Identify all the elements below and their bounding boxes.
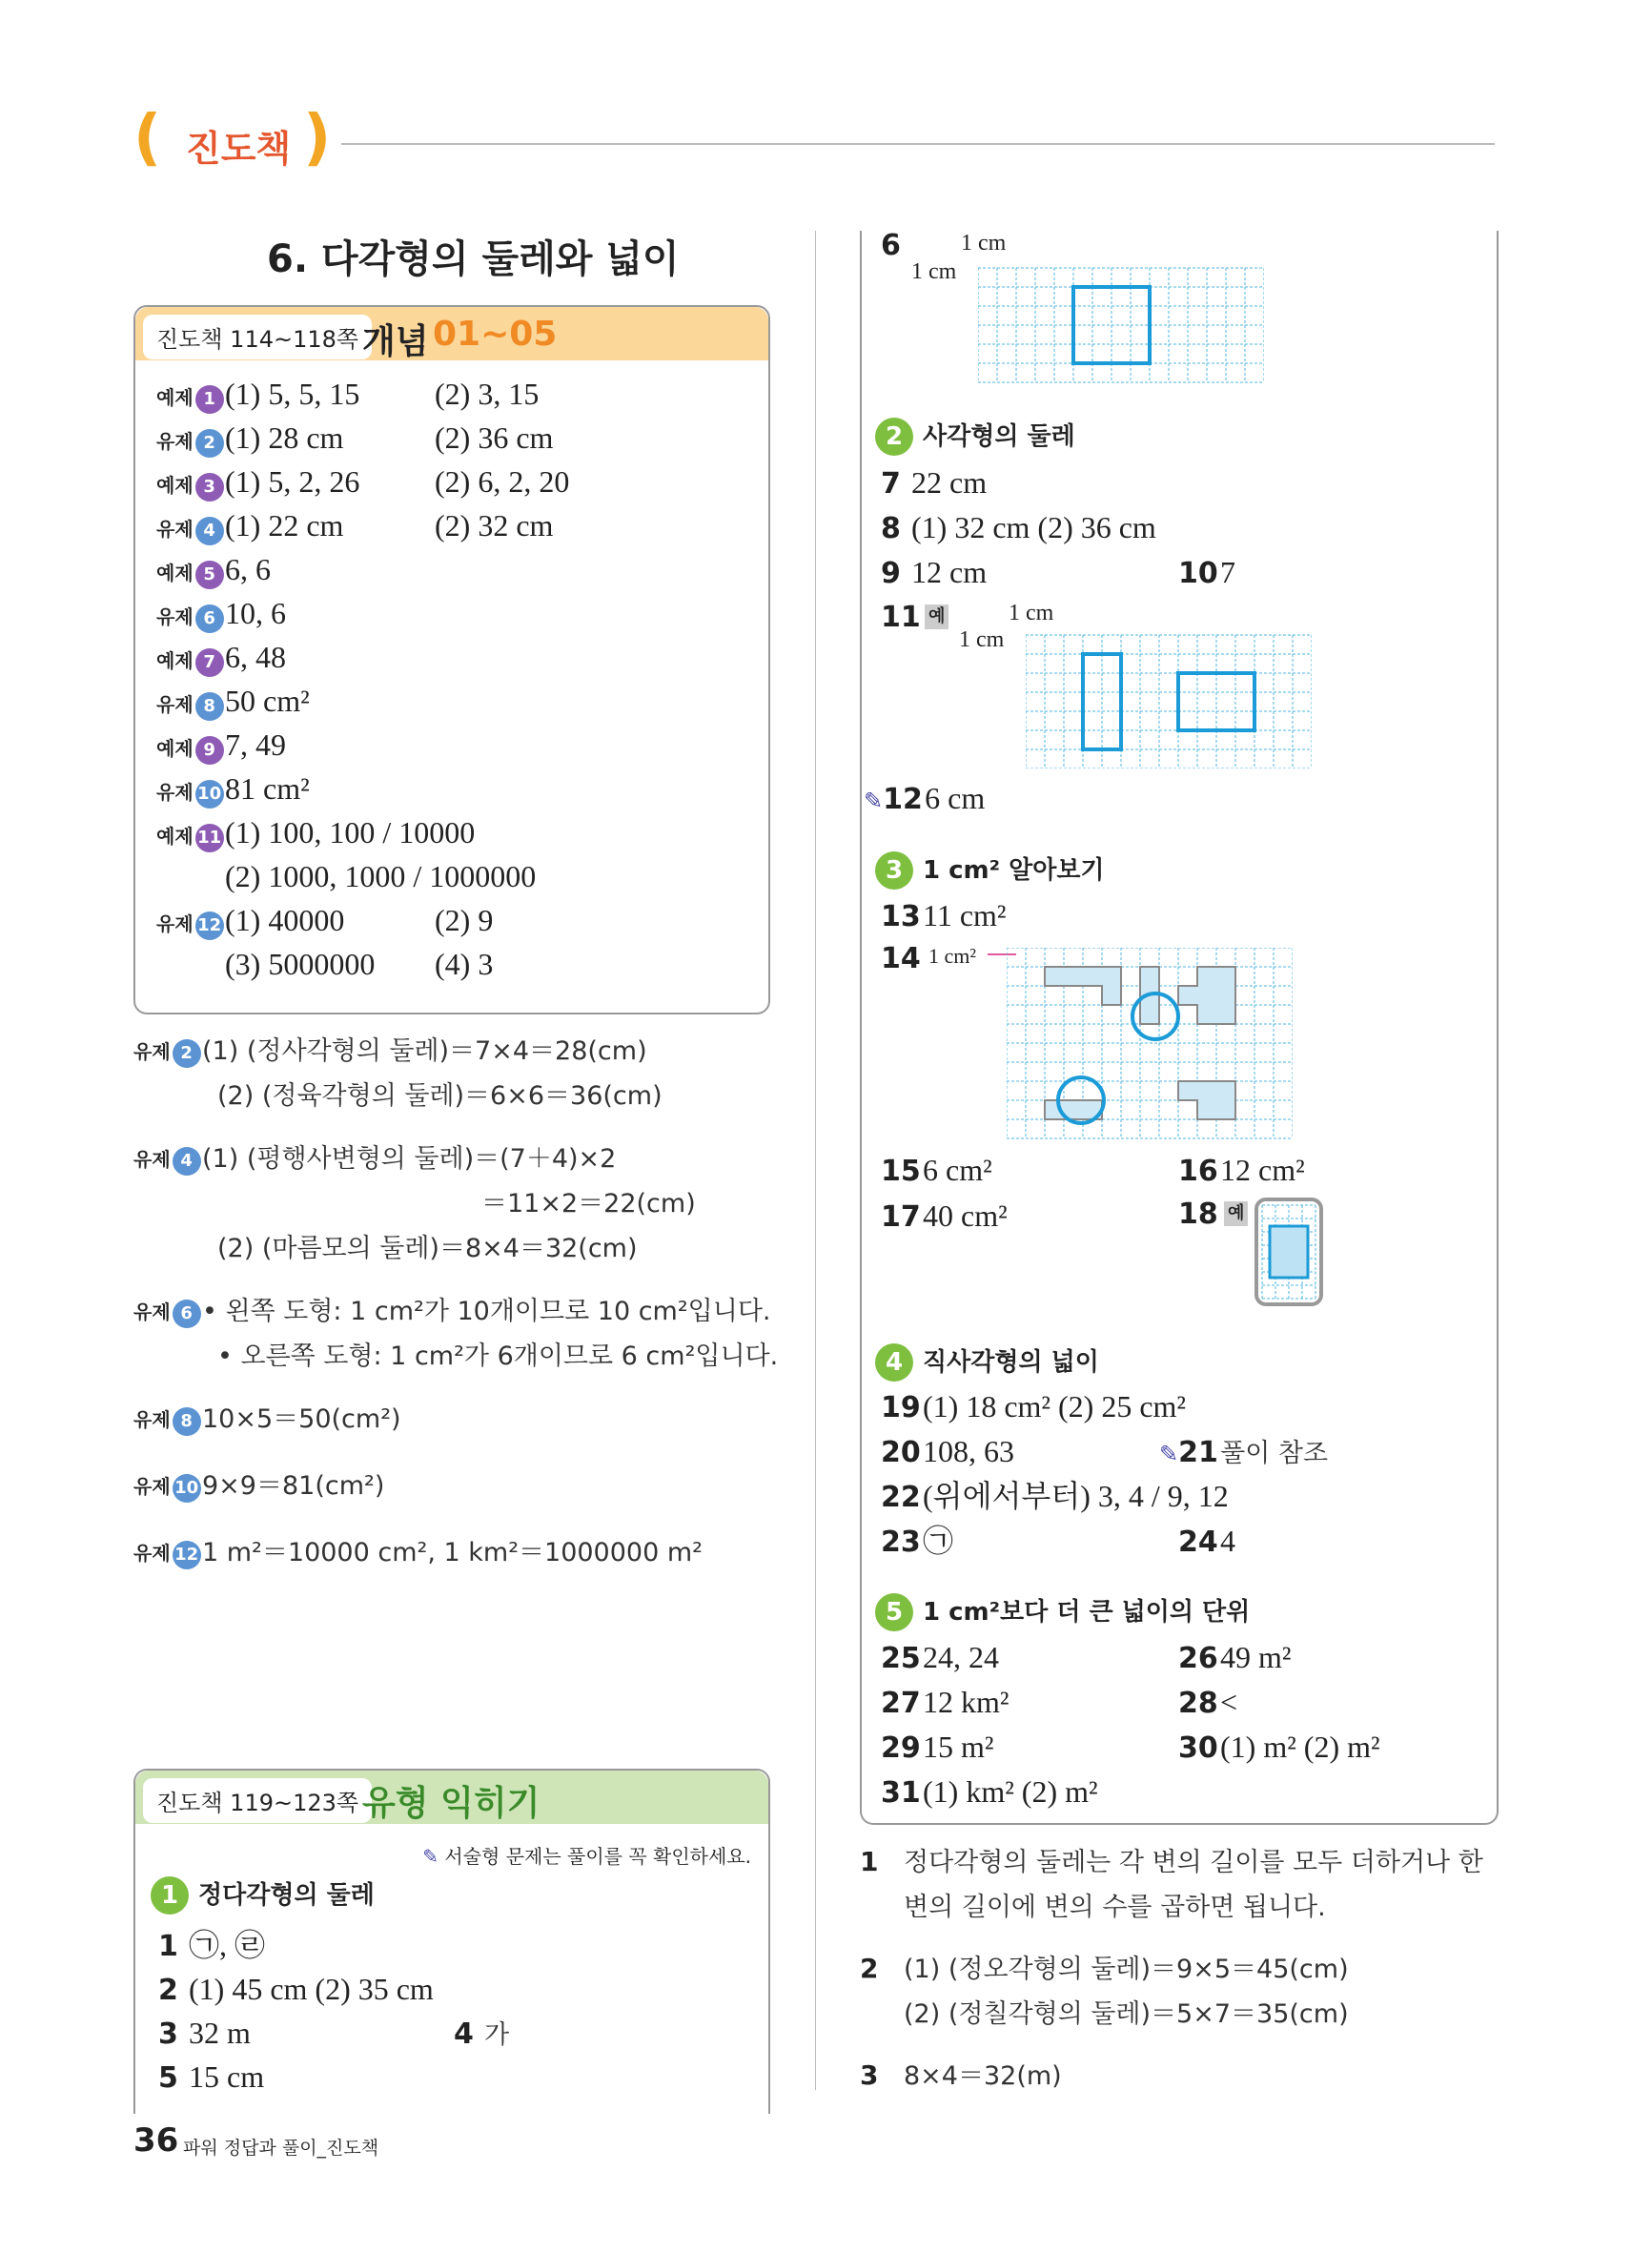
section-heading — [875, 417, 1075, 456]
row-label — [133, 1030, 202, 1074]
item-answer: 11 cm² — [923, 898, 1007, 932]
chapter-title: 6. 다각형의 둘레와 넓이 — [267, 237, 680, 281]
label-number: 1 — [195, 385, 224, 414]
solution-line — [133, 1531, 801, 1575]
concept-box — [133, 305, 770, 1014]
section-heading — [875, 1342, 1099, 1382]
section-title: 직사각형의 넓이 — [923, 1348, 1099, 1377]
item-answer: 32 m — [189, 2016, 251, 2050]
answer-row — [156, 416, 747, 460]
left-solutions — [133, 1030, 801, 1575]
practice-title: 유형 익히기 — [362, 1784, 540, 1823]
label-text: 예제 — [156, 825, 194, 848]
label-text: 유제 — [133, 1542, 171, 1565]
answer-a: 50 cm² — [225, 684, 310, 718]
solution-line — [860, 1885, 1508, 1930]
answer-a: (1) 22 cm — [225, 508, 344, 543]
answer-a: (2) 1000, 1000 / 1000000 — [225, 859, 537, 893]
unit-label: 1 cm — [1009, 601, 1054, 625]
note-text: 서술형 문제는 풀이를 꼭 확인하세요. — [444, 1845, 751, 1868]
item-number: 3 — [158, 2017, 178, 2051]
answer-a: (3) 5000000 — [225, 947, 376, 981]
answer-row — [156, 942, 747, 986]
solution-text: 10×5＝50(cm²) — [202, 1404, 401, 1434]
answer-row — [156, 854, 747, 898]
item-answer: (1) m² (2) m² — [1220, 1730, 1380, 1764]
item-number: 9 — [881, 557, 901, 590]
label-number: 9 — [195, 736, 224, 765]
solution-line — [133, 1464, 801, 1508]
solution-line — [133, 1074, 801, 1118]
answer-a: 6, 6 — [225, 552, 271, 586]
solution-line — [133, 1137, 801, 1181]
example-tag: 예 — [925, 604, 948, 629]
practice-answers — [158, 1923, 749, 2099]
row-label — [156, 639, 225, 683]
answer-row — [158, 2055, 749, 2099]
answer-row — [158, 2011, 749, 2055]
item-number: 25 — [881, 1642, 921, 1675]
label-number: 7 — [195, 648, 224, 677]
item-answer: 6 cm² — [923, 1153, 992, 1187]
solution-block — [133, 1464, 801, 1508]
pencil-icon: ✎ — [1159, 1441, 1179, 1467]
solution-block — [133, 1137, 801, 1271]
answer-row — [158, 1967, 749, 2011]
answer-row — [881, 1474, 1229, 1518]
solution-text: (1) (평행사변형의 둘레)＝(7＋4)×2 — [202, 1144, 617, 1174]
solution-block — [133, 1398, 801, 1442]
answer-b: (2) 9 — [435, 903, 494, 937]
item-answer: 가 — [484, 2020, 510, 2050]
answer-row — [1178, 1519, 1235, 1563]
item-answer: 15 m² — [923, 1730, 994, 1764]
answer-row — [881, 1770, 1098, 1813]
answer-a: 6, 48 — [225, 640, 286, 674]
label-number: 10 — [195, 780, 224, 809]
q14-grid-figure — [1007, 948, 1293, 1142]
solution-text: 변의 길이에 변의 수를 곱하면 됩니다. — [904, 1893, 1326, 1922]
item-number: 8 — [881, 512, 901, 545]
practice-box-header — [135, 1771, 768, 1824]
label-text: 예제 — [156, 562, 194, 584]
item-number: 5 — [158, 2061, 178, 2095]
answer-row — [881, 461, 987, 504]
solution-block — [133, 1531, 801, 1575]
label-number: 4 — [195, 517, 224, 545]
answer-b: (2) 36 cm — [435, 420, 554, 455]
label-text: 예제 — [156, 737, 194, 760]
item-answer: (1) 18 cm² (2) 25 cm² — [923, 1389, 1186, 1423]
answer-a: (1) 28 cm — [225, 420, 344, 455]
unit-label: 1 cm — [961, 231, 1007, 256]
concept-box-header — [135, 307, 768, 360]
column-divider — [815, 231, 816, 2090]
item-number: 4 — [454, 2017, 474, 2051]
answer-a: (1) 40000 — [225, 903, 345, 937]
solution-line — [133, 1226, 801, 1271]
answer-row — [1178, 1680, 1237, 1724]
solution-text: (2) (정칠각형의 둘레)＝5×7＝35(cm) — [904, 1999, 1349, 2029]
label-number: 4 — [173, 1147, 201, 1176]
item-answer: 12 cm² — [1220, 1153, 1305, 1187]
row-label — [133, 1137, 202, 1181]
item-number: 16 — [1178, 1155, 1218, 1188]
row-label — [133, 1398, 202, 1442]
answer-row — [158, 1923, 749, 1967]
solution-block — [133, 1290, 801, 1379]
note — [422, 1841, 751, 1869]
answer-row — [881, 1384, 1186, 1428]
unit-label: 1 cm — [959, 627, 1005, 652]
item-number: 2 — [860, 1953, 879, 1984]
label-text: 예제 — [156, 386, 194, 409]
solution-text: (2) (마름모의 둘레)＝8×4＝32(cm) — [217, 1234, 638, 1263]
item-answer: 4 — [1220, 1524, 1235, 1558]
answer-a: 81 cm² — [225, 771, 310, 806]
label-number: 2 — [195, 429, 224, 458]
solution-text: (1) (정오각형의 둘레)＝9×5＝45(cm) — [904, 1955, 1349, 1984]
item-number: 20 — [881, 1436, 921, 1469]
answer-row — [1159, 1429, 1328, 1473]
solution-text: (2) (정육각형의 둘레)＝6×6＝36(cm) — [217, 1081, 663, 1111]
row-label — [133, 1531, 202, 1575]
label-text: 유제 — [156, 605, 194, 628]
answer-row — [156, 767, 747, 810]
item-number: 22 — [881, 1481, 921, 1514]
section-number: 4 — [875, 1343, 913, 1382]
item-answer: 6 cm — [925, 781, 986, 815]
practice-box — [133, 1769, 770, 2114]
solution-line — [860, 2054, 1508, 2099]
item-answer: 22 cm — [911, 465, 988, 500]
section-heading — [875, 1592, 1250, 1631]
item-number: 15 — [881, 1155, 921, 1188]
row-label — [156, 770, 225, 814]
label-text: 예제 — [156, 649, 194, 672]
solution-line — [133, 1334, 801, 1379]
answer-a: (1) 5, 2, 26 — [225, 464, 360, 499]
item-number: 6 — [881, 229, 901, 262]
item-number: 17 — [881, 1200, 921, 1234]
row-label — [156, 902, 225, 946]
item-number: 7 — [881, 467, 901, 501]
solution-text: • 왼쪽 도형: 1 cm²가 10개이므로 10 cm²입니다. — [202, 1297, 771, 1326]
answer-row — [156, 898, 747, 942]
solution-line — [860, 1947, 1508, 1992]
item-number: 23 — [881, 1526, 921, 1559]
item-number: 13 — [881, 900, 921, 933]
row-label — [133, 1464, 202, 1508]
section-number: 5 — [875, 1593, 913, 1631]
answer-row — [881, 550, 987, 594]
item-number: 19 — [881, 1391, 921, 1424]
label-number: 2 — [173, 1039, 201, 1068]
label-number: 5 — [195, 561, 224, 589]
item-number: 24 — [1178, 1526, 1218, 1559]
unit-label: 1 cm² — [928, 944, 976, 968]
item-answer: (위에서부터) 3, 4 / 9, 12 — [923, 1479, 1229, 1513]
item-number: 3 — [860, 2059, 879, 2091]
item-answer: 40 cm² — [923, 1198, 1008, 1233]
answer-row — [156, 635, 747, 679]
row-label — [133, 1290, 202, 1334]
solution-text: (1) (정사각형의 둘레)＝7×4＝28(cm) — [202, 1036, 647, 1066]
item-number: 28 — [1178, 1687, 1218, 1720]
label-text: 유제 — [133, 1148, 171, 1171]
q6-grid-figure — [978, 265, 1264, 385]
concept-answers — [156, 372, 747, 986]
item-number: 12 — [883, 783, 923, 816]
item-answer: < — [1220, 1685, 1238, 1719]
right-solutions — [860, 1840, 1508, 2099]
answer-row — [881, 1680, 1009, 1724]
example-tag: 예 — [1224, 1201, 1248, 1226]
solution-text: 8×4＝32(m) — [904, 2061, 1062, 2091]
unit-label: 1 cm — [911, 259, 957, 284]
section-heading — [875, 850, 1105, 890]
label-text: 유제 — [156, 693, 194, 716]
item-answer: 49 m² — [1220, 1640, 1292, 1674]
item-answer: 15 cm — [189, 2059, 265, 2094]
label-text: 예제 — [156, 474, 194, 497]
left-bracket: ( — [133, 103, 162, 174]
solution-line — [133, 1290, 801, 1334]
answer-b: (2) 6, 2, 20 — [435, 464, 570, 499]
answer-row — [156, 591, 747, 635]
answer-row — [156, 723, 747, 767]
section-number: 2 — [875, 418, 913, 456]
item-answer: 108, 63 — [923, 1434, 1014, 1468]
grid-lines — [1026, 635, 1312, 768]
page-range: 진도책 114~118쪽 — [143, 315, 372, 359]
item-number: 27 — [881, 1687, 921, 1720]
label-number: 11 — [195, 824, 224, 852]
solution-text: 정다각형의 둘레는 각 변의 길이를 모두 더하거나 한 — [904, 1848, 1483, 1877]
answer-row — [1178, 1148, 1305, 1192]
answer-row — [156, 372, 747, 416]
answer-row — [156, 460, 747, 503]
shape-3 — [1178, 967, 1235, 1024]
pencil-icon: ✎ — [422, 1845, 439, 1868]
solution-line — [860, 1840, 1508, 1885]
answer-row — [881, 1429, 1014, 1473]
item-number: 30 — [1178, 1731, 1218, 1765]
solution-line — [133, 1398, 801, 1442]
answer-row — [881, 893, 1007, 937]
answer-row — [1178, 1725, 1380, 1769]
answer-a: 10, 6 — [225, 596, 286, 630]
item-answer: 12 km² — [923, 1685, 1010, 1719]
item-number: 14 — [881, 942, 921, 975]
footer-text: 파워 정답과 풀이_진도책 — [183, 2138, 379, 2159]
q18-grid-figure — [1254, 1198, 1323, 1306]
answer-row — [156, 810, 747, 854]
item-number: 1 — [158, 1930, 178, 1963]
row-label — [156, 551, 225, 595]
label-number: 12 — [173, 1541, 201, 1569]
q11-grid-figure — [1026, 633, 1312, 768]
item-answer: 7 — [1220, 555, 1235, 589]
label-number: 12 — [195, 911, 224, 940]
shape-4 — [1045, 1100, 1102, 1119]
row-label — [156, 463, 225, 507]
answer-row — [1178, 1635, 1291, 1679]
item-answer: 풀이 참조 — [1220, 1439, 1329, 1468]
item-number: 1 — [860, 1846, 879, 1877]
solution-line — [133, 1030, 801, 1074]
item-answer: (1) 45 cm (2) 35 cm — [189, 1972, 434, 2006]
item-number: 31 — [881, 1776, 921, 1810]
solution-block — [860, 1840, 1508, 1930]
section-title: 사각형의 둘레 — [923, 422, 1075, 451]
solution-text: 1 m²＝10000 cm², 1 km²＝1000000 m² — [202, 1538, 703, 1567]
pencil-icon: ✎ — [864, 788, 884, 814]
answer-a: 7, 49 — [225, 727, 286, 762]
row-label — [156, 376, 225, 420]
item-number: 10 — [1178, 557, 1218, 590]
label-number: 8 — [195, 692, 224, 721]
solution-text: 9×9＝81(cm²) — [202, 1471, 385, 1501]
label-text: 유제 — [133, 1301, 171, 1323]
answer-row — [156, 503, 747, 547]
section-heading — [151, 1875, 375, 1915]
item-number: 21 — [1178, 1436, 1218, 1469]
label-number: 10 — [173, 1474, 201, 1503]
answer-row — [881, 1725, 993, 1769]
section-tag: 진도책 — [186, 128, 292, 170]
answer-row — [156, 547, 747, 591]
label-text: 유제 — [156, 912, 194, 935]
page-range: 진도책 119~123쪽 — [143, 1778, 372, 1823]
answer-a: (1) 5, 5, 15 — [225, 377, 360, 411]
solution-text: ＝11×2＝22(cm) — [481, 1189, 696, 1219]
label-text: 유제 — [133, 1408, 171, 1431]
row-label — [156, 595, 225, 639]
answer-row — [1178, 550, 1235, 594]
answer-row — [881, 505, 1156, 549]
header-rule — [341, 143, 1495, 145]
item-number: 18 — [1178, 1198, 1218, 1231]
solution-text: • 오른쪽 도형: 1 cm²가 6개이므로 6 cm²입니다. — [217, 1342, 779, 1371]
row-label — [156, 420, 225, 463]
label-number: 8 — [173, 1407, 201, 1436]
answer-a: (1) 100, 100 / 10000 — [225, 815, 476, 850]
row-label — [156, 683, 225, 727]
item-answer: ㉠ — [923, 1524, 954, 1558]
row-label — [156, 727, 225, 770]
answer-b: (4) 3 — [435, 947, 494, 981]
rectangle-shape — [1270, 1226, 1308, 1278]
item-number: 2 — [158, 1974, 178, 2007]
label-number: 6 — [173, 1300, 201, 1328]
right-bracket: ) — [303, 103, 332, 174]
answer-b: (2) 32 cm — [435, 508, 554, 543]
answer-row — [881, 1635, 999, 1679]
solution-block — [860, 1947, 1508, 2037]
answer-row — [881, 1519, 953, 1563]
item-answer: (1) 32 cm (2) 36 cm — [911, 510, 1156, 544]
row-label — [156, 814, 225, 858]
section-number: 1 — [151, 1876, 189, 1915]
item-number: 11 — [881, 601, 921, 634]
answer-row — [881, 1148, 992, 1192]
shape-5 — [1178, 1081, 1235, 1119]
label-text: 유제 — [156, 518, 194, 541]
shape-1 — [1045, 967, 1121, 1005]
answer-row — [156, 679, 747, 723]
label-text: 유제 — [133, 1040, 171, 1063]
section-title: 1 cm² 알아보기 — [923, 856, 1105, 885]
label-text: 유제 — [156, 781, 194, 804]
label-number: 6 — [195, 604, 224, 633]
answer-row — [881, 1194, 1008, 1238]
section-title: 1 cm²보다 더 큰 넓이의 단위 — [923, 1598, 1251, 1627]
solution-line — [133, 1181, 801, 1226]
section-title: 정다각형의 둘레 — [198, 1881, 375, 1910]
item-answer: (1) km² (2) m² — [923, 1774, 1098, 1809]
label-text: 유제 — [133, 1475, 171, 1498]
answer-b: (2) 3, 15 — [435, 377, 540, 411]
solution-block — [860, 2054, 1508, 2099]
item-answer: 24, 24 — [923, 1640, 999, 1674]
section-number: 3 — [875, 851, 913, 890]
solution-line — [860, 1992, 1508, 2037]
page-number: 36 — [133, 2121, 179, 2160]
concept-label: 개념 — [362, 322, 429, 361]
item-number: 29 — [881, 1731, 921, 1765]
answer-row — [864, 776, 985, 820]
solution-block — [133, 1030, 801, 1118]
row-label — [156, 507, 225, 551]
item-number: 26 — [1178, 1642, 1218, 1675]
label-text: 유제 — [156, 430, 194, 453]
concept-range: 01~05 — [433, 315, 558, 354]
label-number: 3 — [195, 473, 224, 502]
item-answer: ㉠, ㉣ — [189, 1928, 266, 1962]
item-answer: 12 cm — [911, 555, 988, 589]
